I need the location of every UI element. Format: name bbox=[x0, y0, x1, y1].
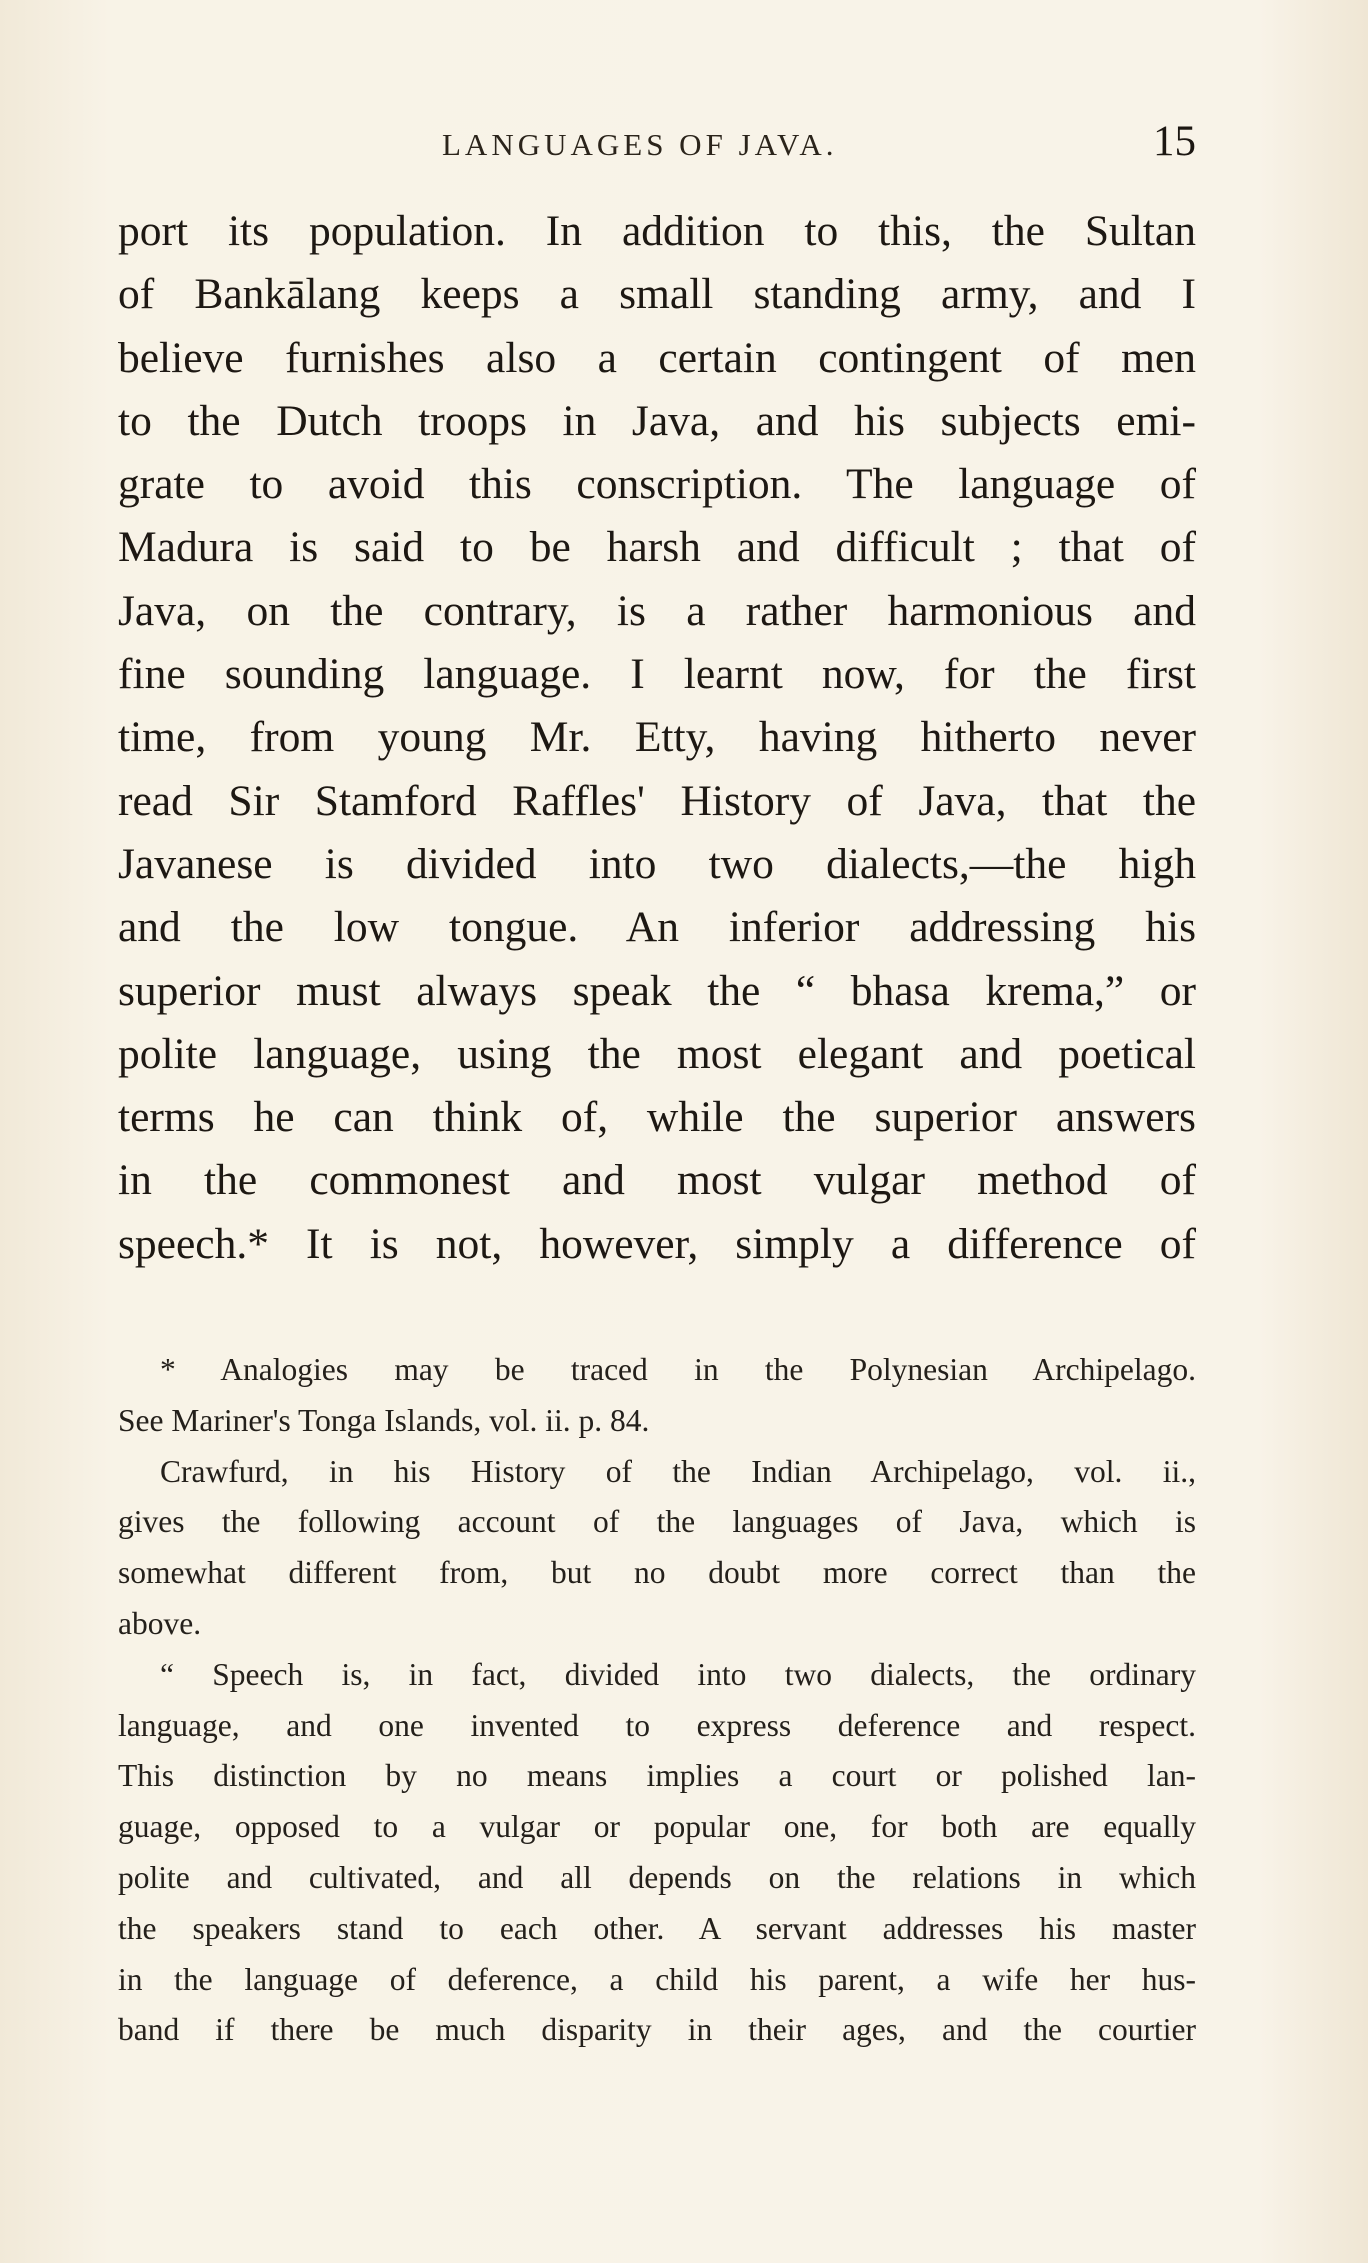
page-number: 15 bbox=[1153, 118, 1196, 165]
footnote-line: * Analogies may be traced in the Polynesian Archipelago. bbox=[160, 1352, 1196, 1387]
footnotes bbox=[118, 1345, 1196, 2056]
text-line: of Bankālang keeps a small standing army, and I bbox=[118, 270, 1196, 319]
footnote-line: language, and one invented to express deference and respect. bbox=[118, 1707, 1196, 1743]
footnote-paragraph bbox=[118, 1447, 1196, 1650]
footnote-paragraph bbox=[118, 1345, 1196, 1447]
footnote-paragraph bbox=[118, 1650, 1196, 2056]
text-line: fine sounding language. I learnt now, for the first bbox=[118, 650, 1196, 699]
footnote-line: See Mariner's Tonga Islands, vol. ii. p. 84. bbox=[118, 1402, 650, 1438]
footnote-line: somewhat different from, but no doubt more correct than the bbox=[118, 1555, 1196, 1591]
text-line: Madura is said to be harsh and difficult ; that of bbox=[118, 523, 1196, 572]
text-line: time, from young Mr. Etty, having hitherto never bbox=[118, 713, 1196, 762]
text-line: Java, on the contrary, is a rather harmonious and bbox=[118, 586, 1196, 635]
text-line: read Sir Stamford Raffles' History of Java, that the bbox=[118, 776, 1196, 825]
main-text bbox=[118, 200, 1196, 1276]
footnote-line: the speakers stand to each other. A servant addresses his master bbox=[118, 1910, 1196, 1946]
text-line: believe furnishes also a certain contingent of men bbox=[118, 333, 1196, 382]
text-line: in the commonest and most vulgar method of bbox=[118, 1156, 1196, 1205]
footnote-line: gives the following account of the languages of Java, which is bbox=[118, 1504, 1196, 1540]
footnote-line: in the language of deference, a child his parent, a wife her hus- bbox=[118, 1961, 1196, 1997]
text-line: port its population. In addition to this, the Sultan bbox=[118, 207, 1196, 255]
footnote-line: band if there be much disparity in their ages, and the courtier bbox=[118, 2012, 1196, 2048]
text-line: to the Dutch troops in Java, and his subjects emi- bbox=[118, 396, 1196, 445]
text-line: superior must always speak the “ bhasa krema,” or bbox=[118, 966, 1196, 1015]
text-line: and the low tongue. An inferior addressing his bbox=[118, 903, 1196, 952]
footnote-line: polite and cultivated, and all depends on the relations in which bbox=[118, 1859, 1196, 1895]
text-line: speech.* It is not, however, simply a difference of bbox=[118, 1219, 1196, 1268]
text-line: Javanese is divided into two dialects,—the high bbox=[118, 839, 1196, 888]
footnote-line: This distinction by no means implies a court or polished lan- bbox=[118, 1758, 1196, 1794]
footnote-line: above. bbox=[118, 1605, 202, 1641]
footnote-line: guage, opposed to a vulgar or popular one, for both are equally bbox=[118, 1809, 1196, 1845]
running-title: LANGUAGES OF JAVA. bbox=[442, 127, 838, 162]
footnote-line: Crawfurd, in his History of the Indian Archipelago, vol. ii., bbox=[160, 1453, 1196, 1489]
text-line: polite language, using the most elegant and poetical bbox=[118, 1029, 1196, 1078]
footnote-line: “ Speech is, in fact, divided into two dialects, the ordinary bbox=[160, 1656, 1196, 1692]
page-header bbox=[118, 118, 1196, 174]
text-line: terms he can think of, while the superior answers bbox=[118, 1093, 1196, 1142]
text-line: grate to avoid this conscription. The language of bbox=[118, 460, 1196, 509]
